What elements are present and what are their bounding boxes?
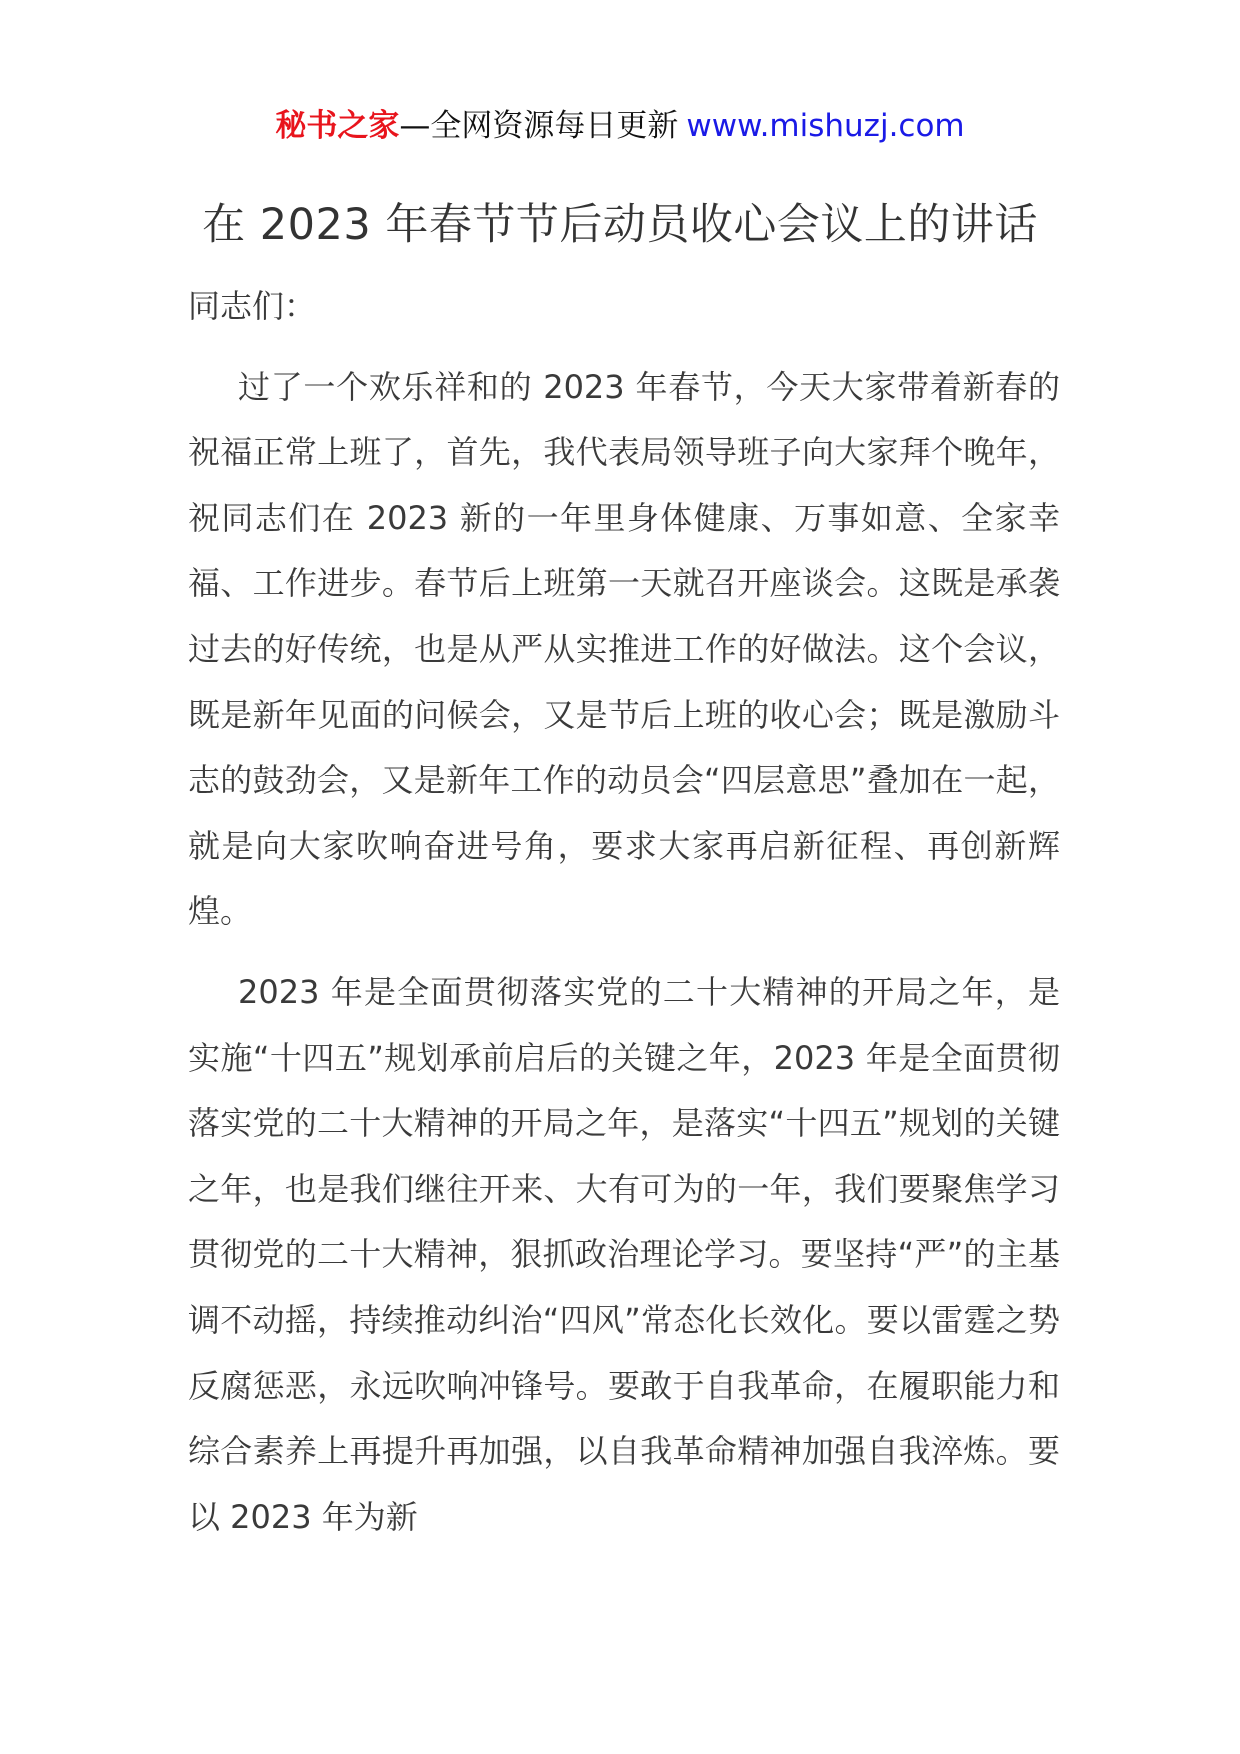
brand-name: 秘书之家 <box>275 108 400 144</box>
paragraph-1: 过了一个欢乐祥和的 2023 年春节，今天大家带着新春的祝福正常上班了，首先，我代表局领导班子向大家拜个晚年，祝同志们在 2023 新的一年里身体健康、万事如意、全家幸福、工作进步。春节后上班第一天就召开座谈会。这既是承袭过去的好传统，也是从严从实推进工作的好做法。这个会议，既是新年见面的问候会，又是节后上班的收心会；既是激励斗志的鼓劲会，又是新年工作的动员会“四层意思”叠加在一起，就是向大家吹响奋进号角，要求大家再启新征程、再创新辉煌。 <box>188 367 1060 931</box>
document-body <box>188 274 1060 1565</box>
site-url-link[interactable]: www.mishuzj.com <box>686 108 965 144</box>
site-tagline: —全网资源每日更新 <box>399 108 679 144</box>
document-title: 在 2023 年春节节后动员收心会议上的讲话 <box>202 200 1038 250</box>
greeting: 同志们： <box>188 287 317 325</box>
site-header <box>0 104 1240 148</box>
paragraph-2: 2023 年是全面贯彻落实党的二十大精神的开局之年，是实施“十四五”规划承前启后的关键之年，2023 年是全面贯彻落实党的二十大精神的开局之年，是落实“十四五”规划的关键之年，也是我们继往开来、大有可为的一年，我们要聚焦学习贯彻党的二十大精神，狠抓政治理论学习。要坚持“严”的主基调不动摇，持续推动纠治“四风”常态化长效化。要以雷霆之势反腐惩恶，永远吹响冲锋号。要敢于自我革命，在履职能力和综合素养上再提升再加强，以自我革命精神加强自我淬炼。要以 2023 年为新 <box>188 972 1060 1536</box>
